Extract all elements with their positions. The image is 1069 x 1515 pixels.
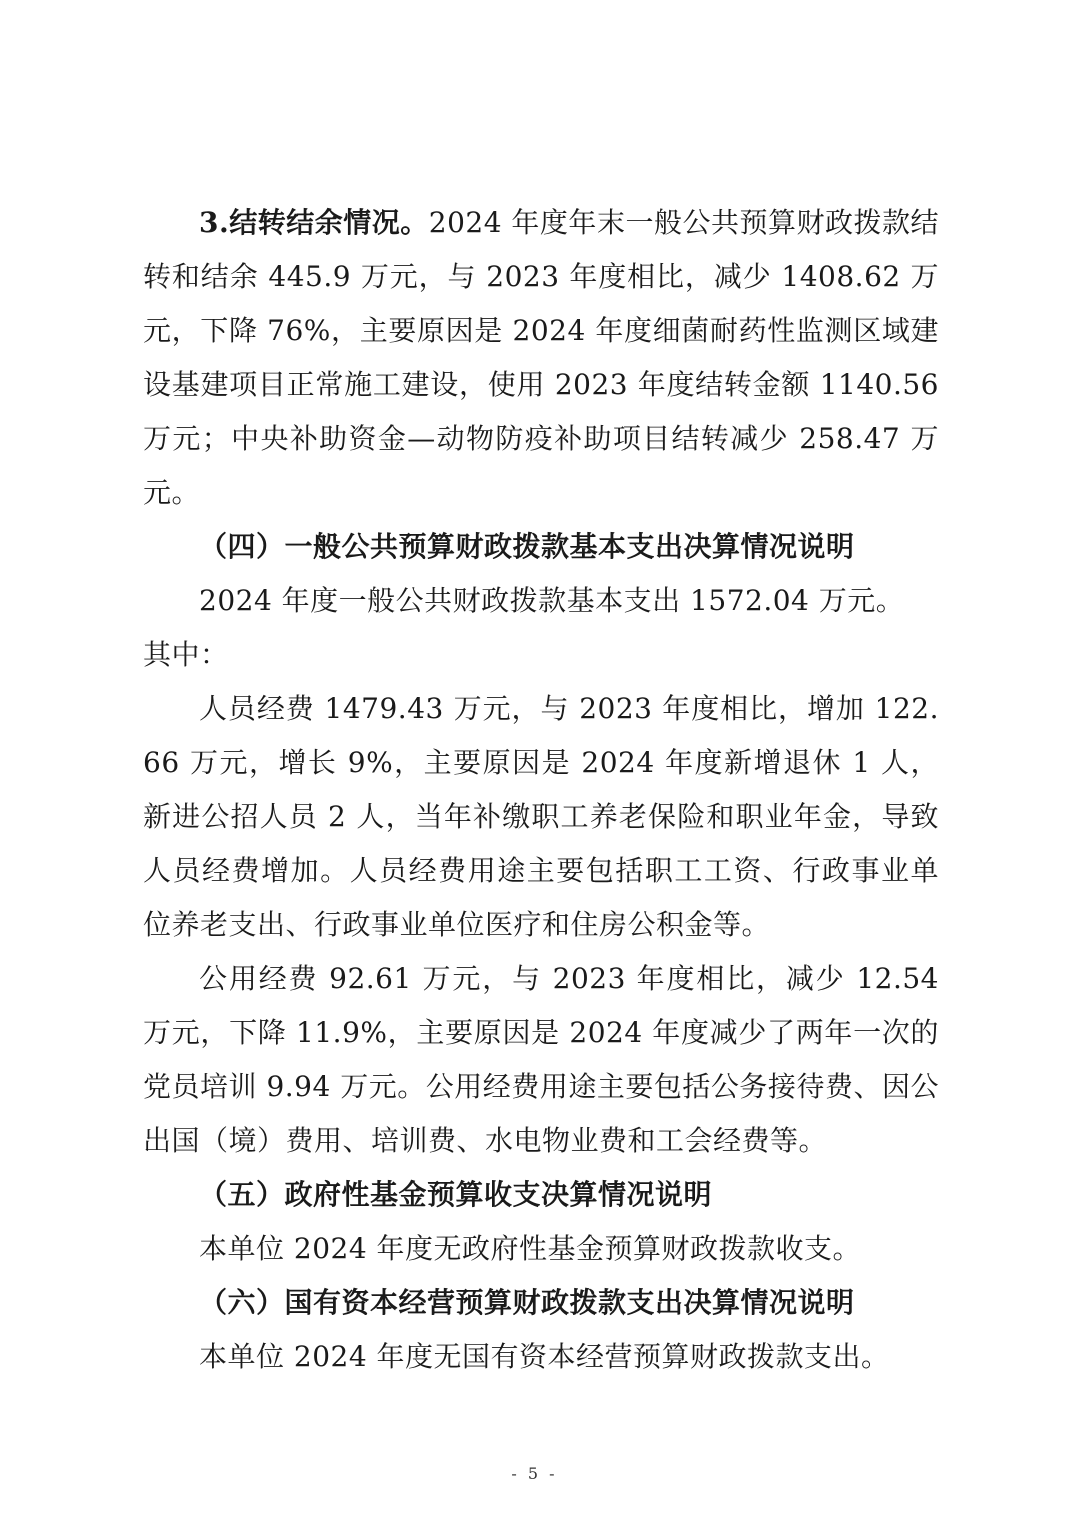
section-heading-6: （六）国有资本经营预算财政拨款支出决算情况说明 xyxy=(199,1286,855,1319)
paragraph-state-capital: 本单位 2024 年度无国有资本经营预算财政拨款支出。 xyxy=(199,1340,890,1373)
section-heading-4: （四）一般公共预算财政拨款基本支出决算情况说明 xyxy=(199,530,855,563)
paragraph-basic-expenditure: 2024 年度一般公共财政拨款基本支出 1572.04 万元。 xyxy=(199,584,905,617)
paragraph-public-expenses: 公用经费 92.61 万元，与 2023 年度相比，减少 12.54 万元，下降 11.9%，主要原因是 2024 年度减少了两年一次的党员培训 9.94 万元。公用经费用途主要包括公务接待费、因公出国（境）费用、培训费、水电物业费和工会经费等。 xyxy=(143,962,939,1157)
paragraph-government-fund: 本单位 2024 年度无政府性基金预算财政拨款收支。 xyxy=(199,1232,862,1265)
paragraph-carryover-balance xyxy=(143,196,939,520)
document-body xyxy=(143,196,939,1384)
page-number: - 5 - xyxy=(511,1464,558,1483)
section-heading-5: （五）政府性基金预算收支决算情况说明 xyxy=(199,1178,713,1211)
paragraph-text: 2024 年度年末一般公共预算财政拨款结转和结余 445.9 万元，与 2023 年度相比，减少 1408.62 万元，下降 76%，主要原因是 2024 年度细菌耐药性监测区域建设基建项目正常施工建设，使用 2023 年度结转金额 1140.56 万元；中央补助资金—动物防疫补助项目结转减少 258.47 万元。 xyxy=(143,206,939,509)
paragraph-lead-heading: 3.结转结余情况。 xyxy=(199,206,429,239)
paragraph-personnel-expenses: 人员经费 1479.43 万元，与 2023 年度相比，增加 122.66 万元，增长 9%，主要原因是 2024 年度新增退休 1 人，新进公招人员 2 人，当年补缴职工养老保险和职业年金，导致人员经费增加。人员经费用途主要包括职工工资、行政事业单位养老支出、行政事业单位医疗和住房公积金等。 xyxy=(143,692,939,941)
paragraph-among-which: 其中： xyxy=(143,638,229,671)
